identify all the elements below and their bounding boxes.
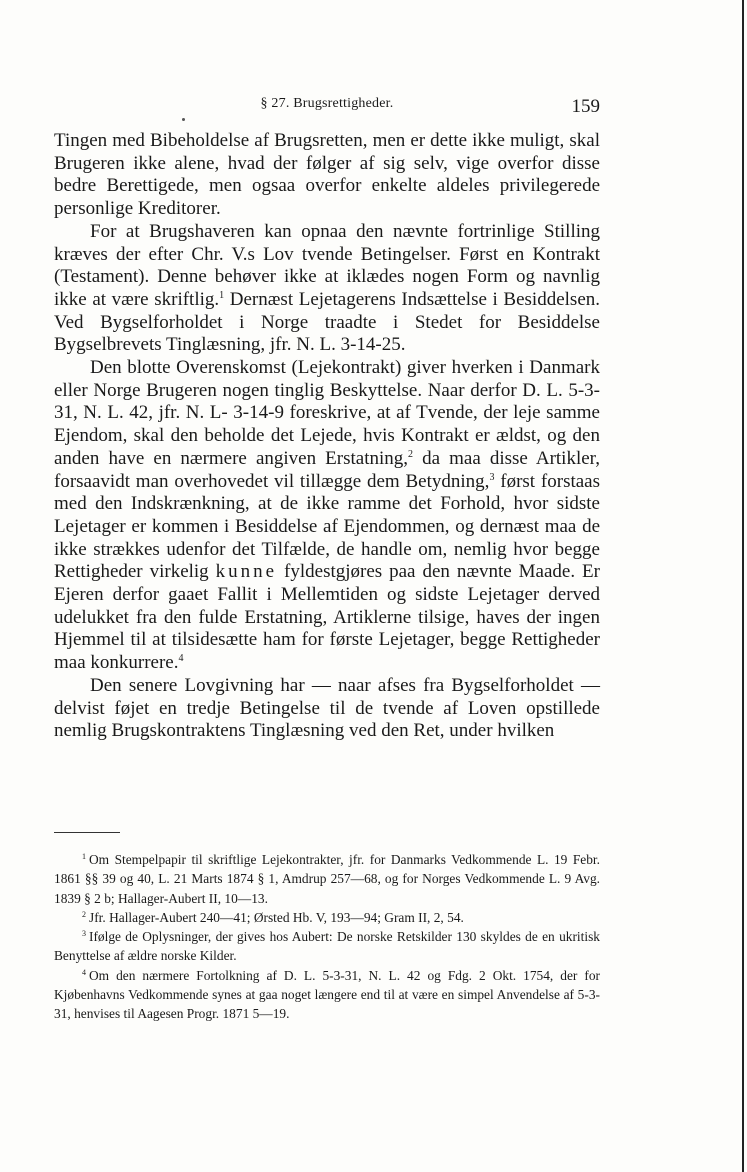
- footnote-2-text: Jfr. Hallager-Aubert 240—41; Ørsted Hb. V, 193—94; Gram II, 2, 54.: [89, 909, 464, 925]
- footnote-2: [54, 908, 600, 927]
- paragraph-3-text-a: Den blotte Overenskomst (Lejekontrakt) giver hverken i Danmark eller Norge Brugeren nogen tinglig Beskyttelse. Naar derfor D. L. 5-3-31, N. L. 42, jfr. N. L- 3-14-9 foreskrive, at af Tvende, der leje samme Ejendom, skal den beholde det Lejede, hvis Kontrakt er ældst, og den anden have en nærmere angiven Erstatning,: [54, 357, 600, 469]
- page-header: [54, 96, 600, 120]
- footnotes: [54, 850, 600, 1024]
- paragraph-4-text: Den senere Lovgivning har — naar afses fra Bygselforholdet — delvist føjet en tredje Betingelse til de tvende af Loven opstillede nemlig Brugskontraktens Tinglæsning ved den Ret, under hvilken: [54, 674, 600, 742]
- paragraph-3-text-d: fyldestgjøres paa den nævnte Maade. Er Ejeren derfor gaaet Fallit i Mellemtiden og sidste Lejetager derved udelukket fra den fulde Erstatning, Artiklerne tilsige, haves der ingen Hjemmel til at tilsidesætte ham for første Lejetager, begge Rettigheder maa konkurrere.: [54, 561, 600, 674]
- footnote-mark-3: 3: [82, 929, 86, 939]
- footnote-mark-2: 2: [82, 909, 86, 919]
- paragraph-2-text-b: Dernæst Lejetagerens Indsættelse i Besiddelsen. Ved Bygselforholdet i Norge traadte i Stedet for Besiddelse Bygselbrevets Tinglæsning, jfr. N. L. 3-14-25.: [54, 288, 600, 356]
- footnote-3: [54, 927, 600, 966]
- footnote-ref-4: 4: [178, 653, 184, 665]
- paragraph-2: [54, 221, 600, 357]
- footnote-ref-3: 3: [489, 471, 495, 483]
- footnote-1: [54, 850, 600, 908]
- body-text: [54, 130, 600, 743]
- print-speck: [182, 118, 185, 121]
- running-title: § 27. Brugsrettigheder.: [260, 96, 394, 111]
- paragraph-4: [54, 675, 600, 743]
- footnote-ref-1: 1: [219, 289, 225, 301]
- footnote-4-text: Om den nærmere Fortolkning af D. L. 5-3-31, N. L. 42 og Fdg. 2 Okt. 1754, der for Kjøbenhavns Vedkommende synes at gaa noget længere end til at være en simpel Anvendelse af 5-3-31, henvises til Aagesen Progr. 1871 5—19.: [54, 967, 600, 1022]
- paragraph-2-text-a: For at Brugshaveren kan opnaa den nævnte fortrinlige Stilling kræves der efter Chr. V.s Lov tvende Betingelser. Først en Kontrakt (Testament). Denne behøver ikke at iklædes nogen Form og navnlig ikke at være skriftlig.: [54, 220, 600, 310]
- footnote-mark-4: 4: [82, 967, 86, 977]
- paragraph-3-emphasis: kunne: [215, 561, 278, 583]
- paragraph-1-text: Tingen med Bibeholdelse af Brugsretten, men er dette ikke muligt, skal Brugeren ikke alene, hvad der følger af sig selv, vige overfor disse bedre Berettigede, men ogsaa overfor enkelte aldeles privilegerede personlige Kreditorer.: [54, 130, 600, 220]
- footnote-4: [54, 966, 600, 1024]
- footnote-3-text: Ifølge de Oplysninger, der gives hos Aubert: De norske Retskilder 130 skyldes de en ukritisk Benyttelse af ældre norske Kilder.: [54, 929, 600, 964]
- footnote-mark-1: 1: [82, 852, 86, 861]
- paragraph-3-text-b: da maa disse Artikler, forsaavidt man overhovedet vil tillægge dem Betydning,: [54, 447, 600, 492]
- paragraph-1: [54, 130, 600, 221]
- scan-edge-line: [742, 0, 744, 1172]
- footnote-separator: [54, 832, 120, 833]
- page-number: 159: [571, 96, 600, 117]
- paragraph-3-text-c: først forstaas med den Indskrænkning, at de ikke ramme det Forhold, hvor sidste Lejetager er kommen i Besiddelse af Ejendommen, og dernæst maa de ikke strækkes udenfor det Tilfælde, de handle om, nemlig hvor begge Rettigheder virkelig: [54, 470, 600, 583]
- footnote-ref-2: 2: [408, 448, 414, 460]
- paragraph-3: [54, 357, 600, 675]
- footnote-1-text: Om Stempelpapir til skriftlige Lejekontrakter, jfr. for Danmarks Vedkommende L. 19 Febr. 1861 §§ 39 og 40, L. 21 Marts 1874 § 1, Amdrup 257—68, og for Norges Vedkommende L. 9 Avg. 1839 § 2 b; Hallager-Aubert II, 10—13.: [54, 852, 600, 906]
